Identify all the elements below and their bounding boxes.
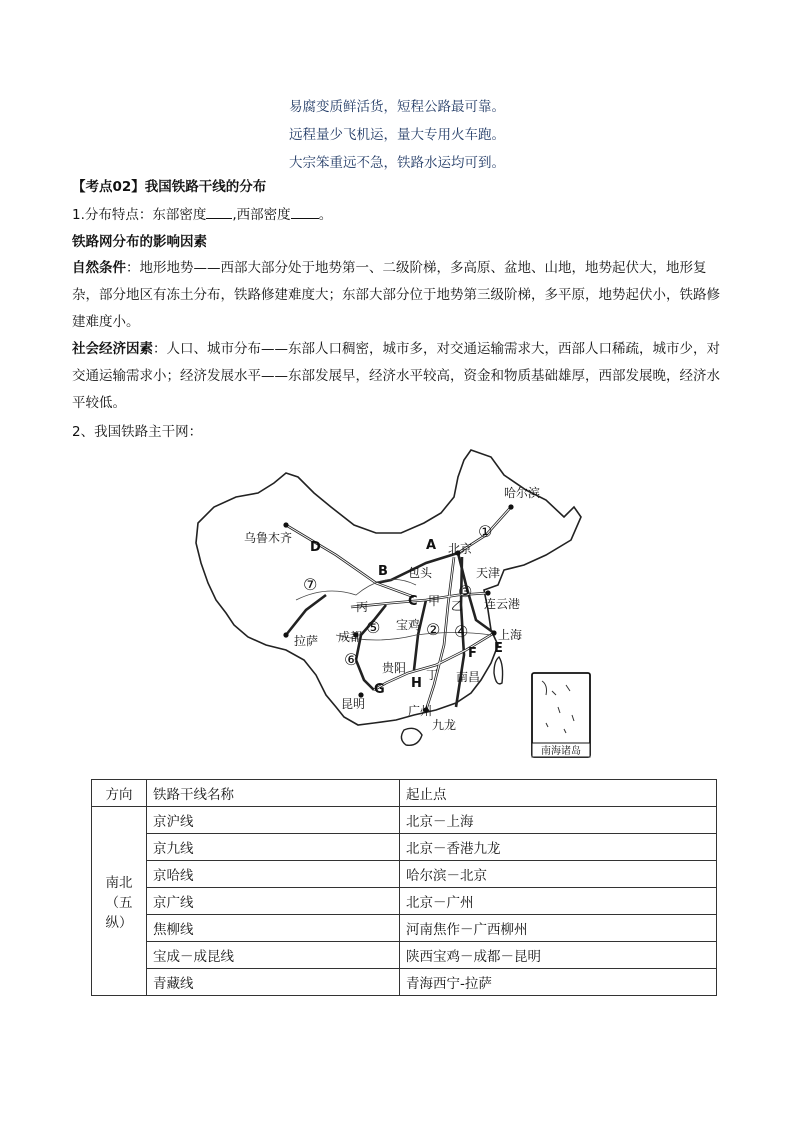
question-2: 2、我国铁路主干网： [72, 424, 203, 440]
header-line-name: 铁路干线名称 [147, 780, 400, 807]
railway-map [186, 445, 606, 765]
direction-cell [92, 807, 147, 996]
social-paragraph [72, 336, 722, 417]
line-name: 京广线 [147, 888, 400, 915]
city-kunming: 昆明 [341, 697, 366, 711]
city-baoji: 宝鸡 [396, 618, 421, 632]
q1-prefix: 1.分布特点：东部密度 [72, 207, 207, 223]
table-header-row [92, 780, 717, 807]
poem-line-2: 远程量少飞机运，量大专用火车跑。 [289, 127, 505, 143]
direction-line-2: （五 [105, 895, 133, 911]
number-1: ① [478, 522, 493, 541]
line-name: 宝成－成昆线 [147, 942, 400, 969]
line-ends: 哈尔滨－北京 [400, 861, 717, 888]
letter-g: G [374, 682, 385, 697]
city-chengdu: 成都 [338, 630, 363, 644]
factors-title: 铁路网分布的影响因素 [72, 234, 207, 250]
social-label: 社会经济因素 [72, 341, 153, 357]
poem-line-3: 大宗笨重远不急，铁路水运均可到。 [289, 155, 505, 171]
table-row [92, 861, 717, 888]
number-3: ③ [458, 582, 473, 601]
q1-suffix: 。 [318, 207, 333, 223]
table-row [92, 942, 717, 969]
city-beijing: 北京 [448, 542, 473, 556]
city-urumqi: 乌鲁木齐 [244, 531, 293, 545]
dot-lhasa [283, 632, 288, 637]
city-lianyungang: 连云港 [484, 597, 521, 611]
city-lhasa: 拉萨 [294, 634, 319, 648]
direction-line-3: 纵） [105, 915, 133, 931]
direction-line-1: 南北 [105, 875, 133, 891]
number-2: ② [426, 620, 441, 639]
table-row [92, 969, 717, 996]
hainan-island [401, 728, 422, 745]
line-name: 京哈线 [147, 861, 400, 888]
letter-f: F [468, 646, 477, 661]
city-tianjin: 天津 [476, 566, 501, 580]
city-shanghai: 上海 [498, 628, 523, 642]
number-5: ⑤ [366, 618, 381, 637]
question-1 [72, 204, 332, 226]
q1-blank-west[interactable] [291, 204, 319, 219]
dot-harbin [508, 504, 513, 509]
letter-h: H [411, 676, 422, 691]
line-name: 京九线 [147, 834, 400, 861]
node-bing: 丙 [356, 600, 369, 614]
section-title: 【考点02】我国铁路干线的分布 [72, 179, 267, 195]
city-jiulong: 九龙 [432, 718, 457, 732]
line-name: 京沪线 [147, 807, 400, 834]
line-ends: 北京－香港九龙 [400, 834, 717, 861]
city-guangzhou: 广州 [408, 704, 433, 718]
south-sea-inset [532, 673, 590, 757]
node-yi: 乙 [451, 599, 464, 613]
table-row [92, 807, 717, 834]
letter-b: B [378, 564, 388, 579]
dot-lianyungang [485, 590, 490, 595]
node-ding: 丁 [426, 668, 439, 682]
city-baotou: 包头 [408, 566, 433, 580]
line-ends: 陕西宝鸡－成都－昆明 [400, 942, 717, 969]
natural-text: ：地形地势——西部大部分处于地势第一、二级阶梯，多高原、盆地、山地，地势起伏大，地形复杂，部分地区有冻土分布，铁路修建难度大；东部大部分位于地势第三级阶梯，多平原，地势起伏小，铁路修建难度小。 [72, 260, 720, 330]
header-direction: 方向 [92, 780, 147, 807]
letter-d: D [310, 540, 321, 555]
railway-table [91, 779, 717, 996]
table-row [92, 915, 717, 942]
number-4: ④ [454, 622, 469, 641]
natural-label: 自然条件 [72, 260, 126, 276]
line-name: 焦柳线 [147, 915, 400, 942]
q1-blank-east[interactable] [206, 204, 232, 219]
city-guiyang: 贵阳 [382, 661, 407, 675]
line-ends: 北京－上海 [400, 807, 717, 834]
letter-a: A [426, 538, 437, 553]
node-jia: 甲 [428, 594, 441, 608]
city-nanchang: 南昌 [456, 670, 481, 684]
rail-line-qingzang [286, 595, 326, 635]
line-ends: 北京－广州 [400, 888, 717, 915]
q1-middle: ,西部密度 [232, 207, 291, 223]
poem-line-1: 易腐变质鲜活货，短程公路最可靠。 [289, 99, 505, 115]
social-text: ：人口、城市分布——东部人口稠密，城市多，对交通运输需求大，西部人口稀疏，城市少，对交通运输需求小；经济发展水平——东部发展早，经济水平较高，资金和物质基础雄厚，西部发展晚，经济水平较低。 [72, 341, 720, 411]
city-harbin: 哈尔滨 [504, 486, 541, 500]
dot-urumqi [283, 522, 288, 527]
letter-c: C [408, 594, 418, 609]
line-ends: 青海西宁-拉萨 [400, 969, 717, 996]
natural-paragraph [72, 255, 722, 336]
table-row [92, 834, 717, 861]
line-ends: 河南焦作－广西柳州 [400, 915, 717, 942]
dot-shanghai [491, 630, 496, 635]
number-7: ⑦ [303, 575, 318, 594]
table-row [92, 888, 717, 915]
header-endpoints: 起止点 [400, 780, 717, 807]
letter-e: E [494, 641, 503, 656]
rail-line-chengkun [356, 660, 374, 690]
number-6: ⑥ [344, 650, 359, 669]
taiwan-island [494, 657, 503, 684]
inset-label: 南海诸岛 [541, 746, 581, 757]
line-name: 青藏线 [147, 969, 400, 996]
